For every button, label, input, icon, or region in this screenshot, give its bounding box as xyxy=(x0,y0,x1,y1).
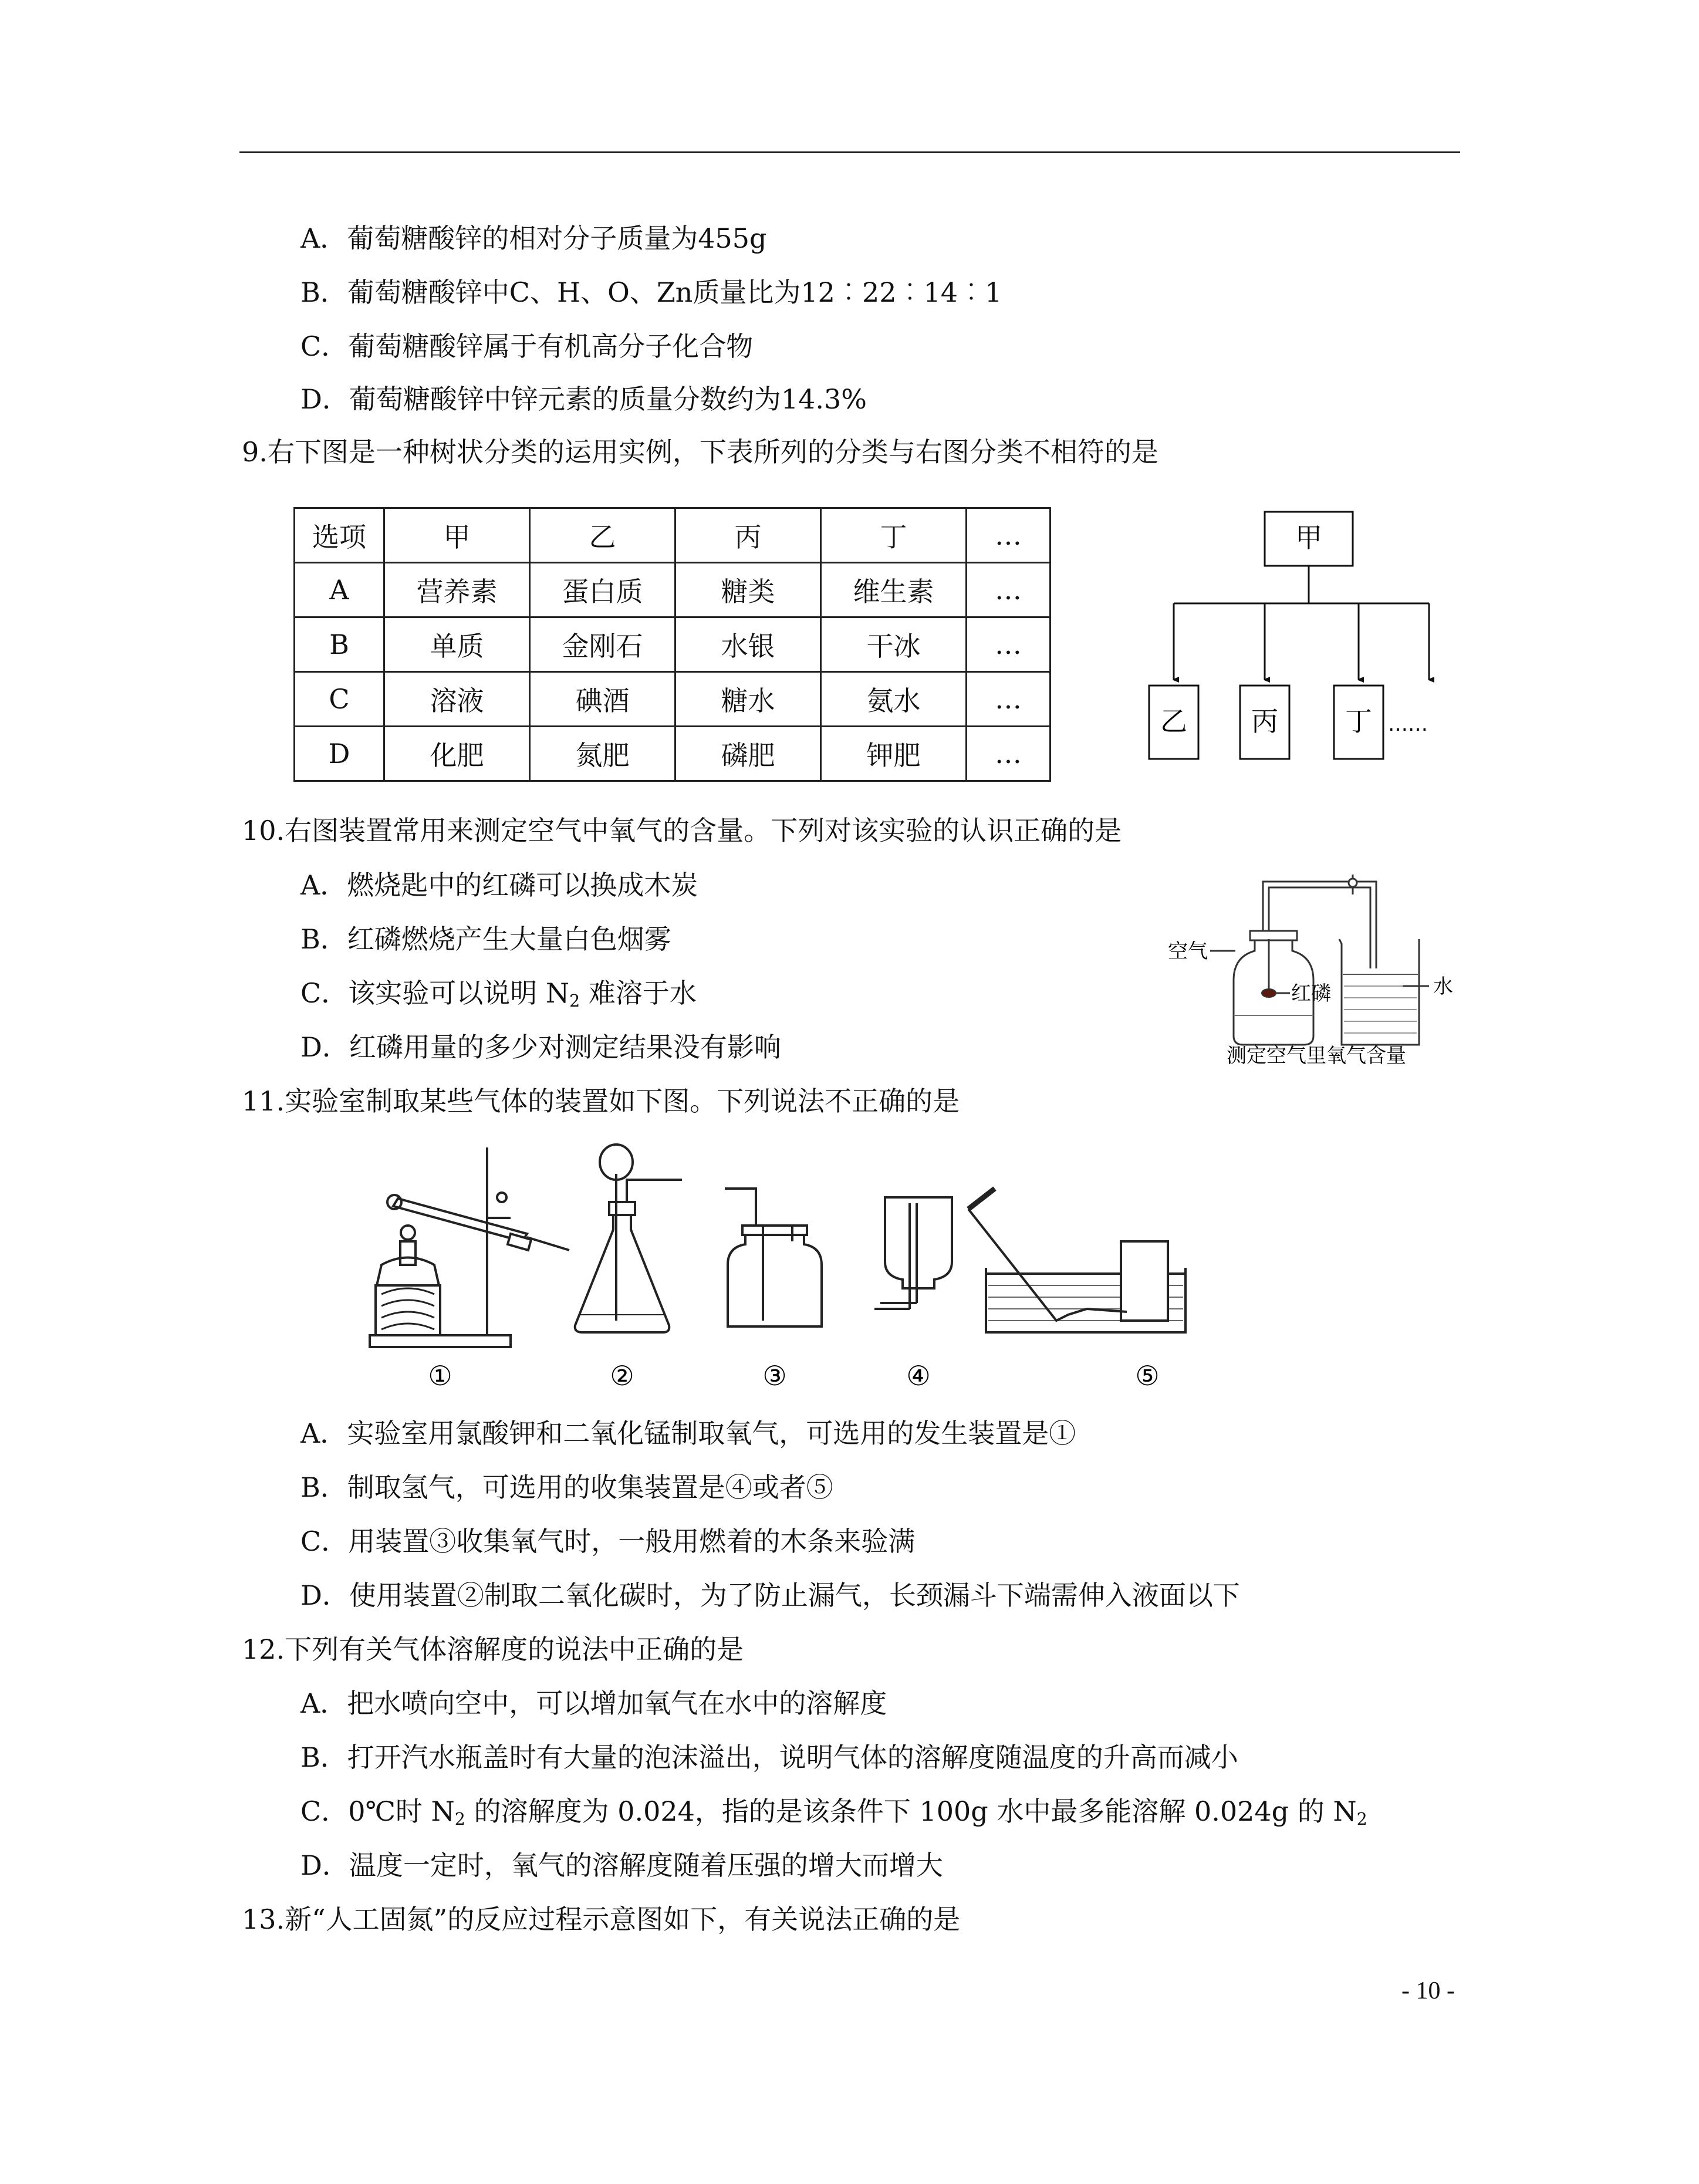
apparatus-label-3: ③ xyxy=(762,1360,787,1392)
table-cell: C xyxy=(295,672,384,727)
table-cell: 溶液 xyxy=(384,672,530,727)
q12-stem: 12.下列有关气体溶解度的说法中正确的是 xyxy=(242,1633,744,1665)
tree-child-label: 丙 xyxy=(1251,706,1278,737)
q12-option-c-text: 的溶解度为 0.024，指的是该条件下 100g 水中最多能溶解 0.024g 的 N xyxy=(465,1795,1357,1827)
table-cell: 干冰 xyxy=(821,617,967,672)
q11-option-a: A．实验室用氯酸钾和二氧化锰制取氧气，可选用的发生装置是① xyxy=(300,1417,1076,1449)
q11-option-d: D．使用装置②制取二氧化碳时，为了防止漏气，长颈漏斗下端需伸入液面以下 xyxy=(300,1579,1240,1611)
table-cell: 营养素 xyxy=(384,563,530,617)
table-cell: 氮肥 xyxy=(530,727,675,781)
q11-apparatus-figure xyxy=(364,1139,1279,1397)
table-cell: 化肥 xyxy=(384,727,530,781)
table-cell: 金刚石 xyxy=(530,617,675,672)
table-row xyxy=(295,727,1051,781)
table-cell: … xyxy=(967,672,1051,727)
q10-option-c-text: C．该实验可以说明 N xyxy=(300,977,570,1009)
tree-child-label: 丁 xyxy=(1345,706,1372,737)
q11-option-c: C．用装置③收集氧气时，一般用燃着的木条来验满 xyxy=(300,1525,916,1557)
table-cell: 乙 xyxy=(530,508,675,563)
table-cell: 选项 xyxy=(295,508,384,563)
q12-option-c xyxy=(300,1794,1367,1829)
q13-stem: 13.新“人工固氮”的反应过程示意图如下，有关说法正确的是 xyxy=(242,1903,961,1935)
table-row xyxy=(295,672,1051,727)
q12-option-a: A．把水喷向空中，可以增加氧气在水中的溶解度 xyxy=(300,1687,887,1719)
q10-oxygen-apparatus-figure xyxy=(1168,869,1479,1068)
q10-stem: 10.右图装置常用来测定空气中氧气的含量。下列对该实验的认识正确的是 xyxy=(242,815,1122,846)
subscript: 2 xyxy=(569,991,580,1011)
header-rule xyxy=(239,151,1460,153)
q12-option-d: D．温度一定时，氧气的溶解度随着压强的增大而增大 xyxy=(300,1849,943,1881)
table-cell: 丙 xyxy=(675,508,821,563)
table-cell: 磷肥 xyxy=(675,727,821,781)
table-cell: 丁 xyxy=(821,508,967,563)
q10-option-c-text: 难溶于水 xyxy=(580,977,697,1009)
table-row xyxy=(295,563,1051,617)
table-row xyxy=(295,617,1051,672)
table-cell: B xyxy=(295,617,384,672)
apparatus-label-1: ① xyxy=(428,1360,452,1392)
table-cell: 甲 xyxy=(384,508,530,563)
subscript: 2 xyxy=(454,1810,465,1829)
table-cell: … xyxy=(967,617,1051,672)
table-cell: A xyxy=(295,563,384,617)
table-cell: 蛋白质 xyxy=(530,563,675,617)
table-cell: … xyxy=(967,508,1051,563)
tree-root-label: 甲 xyxy=(1295,522,1322,553)
subscript: 2 xyxy=(1356,1810,1367,1829)
tree-child-label: 乙 xyxy=(1160,706,1187,737)
q8-option-b: B．葡萄糖酸锌中C、H、O、Zn质量比为12︰22︰14︰1 xyxy=(300,276,1002,308)
table-header-row xyxy=(295,508,1051,563)
q10-option-c xyxy=(300,975,697,1011)
q8-option-c: C．葡萄糖酸锌属于有机高分子化合物 xyxy=(300,330,754,362)
figure-caption: 测定空气里氧气含量 xyxy=(1227,1044,1406,1068)
table-cell: 钾肥 xyxy=(821,727,967,781)
q8-option-a: A．葡萄糖酸锌的相对分子质量为455g xyxy=(300,222,767,254)
table-cell: … xyxy=(967,563,1051,617)
table-cell: 糖类 xyxy=(675,563,821,617)
label-air: 空气 xyxy=(1168,940,1208,963)
apparatus-label-4: ④ xyxy=(906,1360,931,1392)
table-cell: 氨水 xyxy=(821,672,967,727)
q11-stem: 11.实验室制取某些气体的装置如下图。下列说法不正确的是 xyxy=(242,1085,960,1117)
table-cell: 碘酒 xyxy=(530,672,675,727)
tree-ellipsis: …… xyxy=(1388,713,1428,736)
apparatus-label-5: ⑤ xyxy=(1135,1360,1160,1392)
apparatus-label-2: ② xyxy=(610,1360,634,1392)
q11-option-b: B．制取氢气，可选用的收集装置是④或者⑤ xyxy=(300,1471,833,1503)
table-cell: 单质 xyxy=(384,617,530,672)
q12-option-c-text: C．0℃时 N xyxy=(300,1795,455,1827)
table-cell: … xyxy=(967,727,1051,781)
table-cell: D xyxy=(295,727,384,781)
q10-option-b: B．红磷燃烧产生大量白色烟雾 xyxy=(300,923,671,955)
q8-option-d: D．葡萄糖酸锌中锌元素的质量分数约为14.3% xyxy=(300,383,867,415)
q9-stem: 9.右下图是一种树状分类的运用实例，下表所列的分类与右图分类不相符的是 xyxy=(242,436,1158,468)
table-cell: 维生素 xyxy=(821,563,967,617)
q10-option-a: A．燃烧匙中的红磷可以换成木炭 xyxy=(300,869,698,901)
q9-classification-table xyxy=(293,507,1051,782)
table-cell: 水银 xyxy=(675,617,821,672)
q9-tree-diagram xyxy=(1139,505,1467,769)
page-number: - 10 - xyxy=(1401,1977,1455,2004)
table-cell: 糖水 xyxy=(675,672,821,727)
label-red-phosphorus: 红磷 xyxy=(1291,982,1331,1005)
q12-option-b: B．打开汽水瓶盖时有大量的泡沫溢出，说明气体的溶解度随温度的升高而减小 xyxy=(300,1741,1238,1773)
label-water: 水 xyxy=(1433,975,1453,998)
q10-option-d: D．红磷用量的多少对测定结果没有影响 xyxy=(300,1031,781,1063)
